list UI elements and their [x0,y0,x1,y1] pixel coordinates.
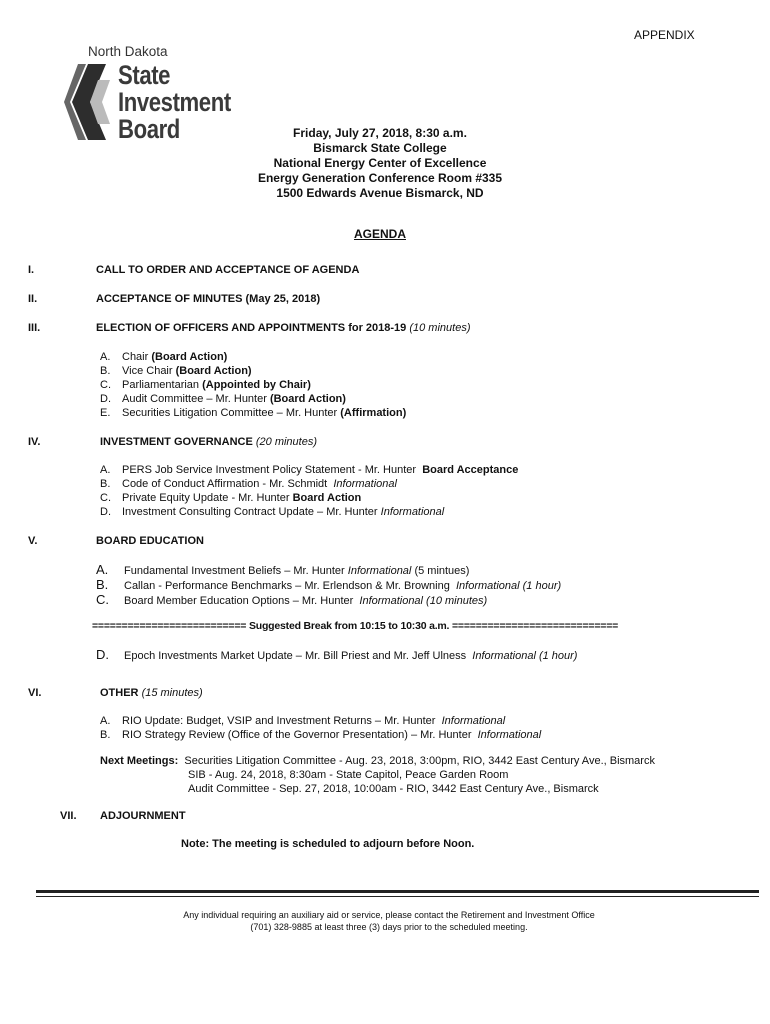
list-item: C. Parliamentarian (Appointed by Chair) [100,379,311,391]
list-item: A. PERS Job Service Investment Policy Statement - Mr. Hunter Board Acceptance [100,464,519,476]
list-item: B. Vice Chair (Board Action) [100,365,252,377]
section-number: VII. [60,810,77,822]
footer-divider [36,890,759,893]
list-item: B. Callan - Performance Benchmarks – Mr. Erlendson & Mr. Browning Informational (1 hour) [96,577,562,592]
suggested-break: ========================== Suggested Break from 10:15 to 10:30 a.m. ============================ [92,620,619,632]
meeting-location-2: National Energy Center of Excellence [273,156,487,170]
adjourn-note: Note: The meeting is scheduled to adjourn before Noon. [181,838,475,850]
section-number: I. [28,264,35,276]
section-number: IV. [28,436,41,448]
next-meeting-line: SIB - Aug. 24, 2018, 8:30am - State Capitol, Peace Garden Room [188,769,509,781]
footer-line: (701) 328-9885 at least three (3) days prior to the scheduled meeting. [250,922,528,932]
section-title: BOARD EDUCATION [96,535,204,547]
list-item: B. RIO Strategy Review (Office of the Governor Presentation) – Mr. Hunter Informational [100,729,542,741]
footer-divider-thin [36,896,759,897]
appendix-label: APPENDIX [634,28,695,42]
meeting-address: 1500 Edwards Avenue Bismarck, ND [276,186,484,200]
footer-line: Any individual requiring an auxiliary aid or service, please contact the Retirement and Investment Office [183,910,595,920]
footer-notice [100,909,678,933]
section-title: ADJOURNMENT [100,810,186,822]
list-item: C. Board Member Education Options – Mr. Hunter Informational (10 minutes) [96,592,488,607]
logo-mark-icon [64,62,120,142]
logo-word-state: State [118,60,171,90]
section-title: ELECTION OF OFFICERS AND APPOINTMENTS for 2018-19 (10 minutes) [96,322,471,334]
section-time: (10 minutes) [409,322,471,334]
next-meetings: Next Meetings: Securities Litigation Committee - Aug. 23, 2018, 3:00pm, RIO, 3442 East Century Ave., Bismarck [100,755,655,767]
list-item: D. Audit Committee – Mr. Hunter (Board Action) [100,393,346,405]
section-time: (20 minutes) [255,436,317,448]
meeting-location-3: Energy Generation Conference Room #335 [257,171,503,185]
logo-word-investment: Investment [118,87,231,117]
section-number: VI. [28,687,42,699]
section-number: V. [28,535,38,547]
list-item: E. Securities Litigation Committee – Mr. Hunter (Affirmation) [100,407,407,419]
list-item: D. Epoch Investments Market Update – Mr. Bill Priest and Mr. Jeff Ulness Informational (1 hour) [96,647,578,662]
list-item: A. RIO Update: Budget, VSIP and Investment Returns – Mr. Hunter Informational [100,715,506,727]
meeting-date: Friday, July 27, 2018, 8:30 a.m. [293,126,467,140]
section-title: ACCEPTANCE OF MINUTES (May 25, 2018) [96,293,321,305]
section-title: OTHER (15 minutes) [100,687,203,699]
section-time: (15 minutes) [141,687,203,699]
list-item: B. Code of Conduct Affirmation - Mr. Schmidt Informational [100,478,397,490]
section-title: CALL TO ORDER AND ACCEPTANCE OF AGENDA [96,264,360,276]
list-item: D. Investment Consulting Contract Update – Mr. Hunter Informational [100,506,445,518]
list-item: A. Fundamental Investment Beliefs – Mr. Hunter Informational (5 mintues) [96,562,470,577]
section-title: INVESTMENT GOVERNANCE (20 minutes) [100,436,317,448]
list-item: C. Private Equity Update - Mr. Hunter Board Action [100,492,362,504]
section-number: III. [28,322,41,334]
next-meetings-label: Next Meetings: [100,755,179,767]
meeting-location-1: Bismarck State College [313,141,447,155]
agenda-title: AGENDA [353,227,406,241]
logo-state-name: North Dakota [88,44,168,59]
logo-word-board: Board [118,114,180,144]
section-number: II. [28,293,38,305]
list-item: A. Chair (Board Action) [100,351,228,363]
next-meeting-line: Audit Committee - Sep. 27, 2018, 10:00am - RIO, 3442 East Century Ave., Bismarck [188,783,599,795]
